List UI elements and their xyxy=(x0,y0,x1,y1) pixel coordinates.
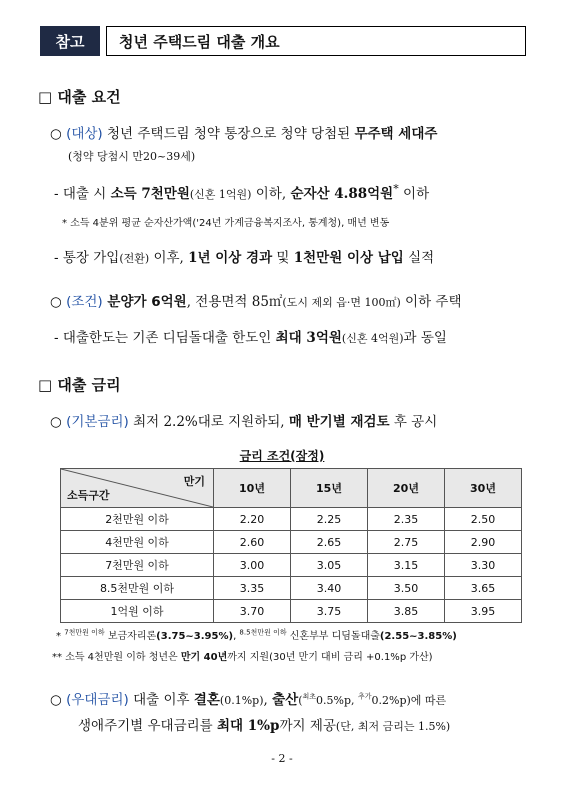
page-number: - 2 - xyxy=(271,752,293,765)
header-tag: 참고 xyxy=(40,26,100,56)
rate-cell: 2.65 xyxy=(291,531,368,554)
emphasis: 출산 xyxy=(272,692,299,708)
text: 이하 xyxy=(398,186,430,202)
table-row xyxy=(61,531,522,554)
text: 이후, xyxy=(149,250,189,266)
emphasis: 최대 3억원 xyxy=(275,330,342,346)
col-header: 20년 xyxy=(368,469,445,508)
text: (0.1%p) xyxy=(219,694,264,707)
rate-table xyxy=(60,468,522,623)
rate-cell: 3.05 xyxy=(291,554,368,577)
bullet-condition xyxy=(50,290,462,310)
emphasis: (3.75~3.95%) xyxy=(156,631,234,642)
emphasis: 1천만원 이상 납입 xyxy=(293,250,404,266)
superscript: 최초 xyxy=(302,692,317,701)
text: 대출 이후 xyxy=(128,692,194,708)
header-term: 만기 xyxy=(183,475,205,488)
limit-condition xyxy=(54,326,447,346)
table-row xyxy=(61,554,522,577)
emphasis: 순자산 4.88억원 xyxy=(290,186,394,202)
text: ( xyxy=(298,694,303,707)
bullet-mark: ○ xyxy=(50,692,62,708)
emphasis: 소득 7천만원 xyxy=(110,186,190,202)
text: 이하 주택 xyxy=(400,294,462,310)
age-note: (청약 당첨시 만20~39세) xyxy=(68,150,196,163)
col-header: 10년 xyxy=(214,469,291,508)
text: (전환) xyxy=(119,252,150,265)
emphasis: 매 반기별 재검토 xyxy=(288,414,390,430)
text: 까지 제공 xyxy=(279,718,336,734)
rate-cell: 3.30 xyxy=(445,554,522,577)
preferential-rate-line2 xyxy=(78,714,450,734)
rate-cell: 3.85 xyxy=(368,600,445,623)
text: (도시 제외 읍·면 100㎡) xyxy=(282,296,401,309)
footnote-mark: * xyxy=(393,182,399,196)
row-label: 1억원 이하 xyxy=(61,600,214,623)
text: , xyxy=(263,692,273,708)
label-condition: (조건) xyxy=(66,294,103,310)
rate-cell: 3.95 xyxy=(445,600,522,623)
account-condition xyxy=(54,246,434,266)
label-target: (대상) xyxy=(66,126,103,142)
section-title-requirements: □ 대출 요건 xyxy=(38,88,121,106)
text: 까지 지원(30년 만기 대비 금리 +0.1%p 가산) xyxy=(227,652,433,663)
rate-cell: 2.90 xyxy=(445,531,522,554)
text: 최저 2.2%대로 지원하되, xyxy=(128,414,289,430)
rate-cell: 3.75 xyxy=(291,600,368,623)
text: 생애주기별 우대금리를 xyxy=(78,718,217,734)
corner-header xyxy=(61,469,214,508)
rate-cell: 3.50 xyxy=(368,577,445,600)
emphasis: (2.55~3.85%) xyxy=(379,631,457,642)
table-row xyxy=(61,577,522,600)
superscript: 7천만원 이하 xyxy=(64,628,105,637)
emphasis: 만기 40년 xyxy=(180,652,228,663)
text: 보금자리론 xyxy=(104,631,157,642)
rate-table-wrap xyxy=(60,468,522,623)
income-condition xyxy=(54,182,429,202)
rate-cell: 3.15 xyxy=(368,554,445,577)
header-income: 소득구간 xyxy=(67,489,110,502)
row-label: 2천만원 이하 xyxy=(61,508,214,531)
table-row xyxy=(61,600,522,623)
text: 신혼부부 디딤돌대출 xyxy=(286,631,380,642)
text: (신혼 4억원) xyxy=(341,332,404,345)
row-label: 8.5천만원 이하 xyxy=(61,577,214,600)
table-footnote-1 xyxy=(56,627,457,642)
emphasis: 최대 1%p xyxy=(217,718,280,734)
text: 실적 xyxy=(403,250,435,266)
table-footnote-2 xyxy=(52,648,433,663)
rate-cell: 2.25 xyxy=(291,508,368,531)
rate-cell: 2.20 xyxy=(214,508,291,531)
text: 0.5%p, xyxy=(316,694,358,707)
table-caption: 금리 조건(잠정) xyxy=(239,449,325,463)
section-title-rates: □ 대출 금리 xyxy=(38,376,121,394)
footnote-mark: * xyxy=(56,631,61,642)
rate-cell: 3.35 xyxy=(214,577,291,600)
text: 청년 주택드림 청약 통장으로 청약 당첨된 xyxy=(102,126,355,142)
text: - 대출 시 xyxy=(54,186,111,202)
rate-cell: 3.70 xyxy=(214,600,291,623)
emphasis: 무주택 세대주 xyxy=(354,126,438,142)
emphasis: 분양가 6억원 xyxy=(102,294,187,310)
footnote-assets: * 소득 4분위 평균 순자산가액('24년 가계금융복지조사, 통계청), 매년 변동 xyxy=(62,218,390,229)
bullet-target xyxy=(50,122,437,142)
rate-cell: 2.75 xyxy=(368,531,445,554)
text: 소득 4천만원 이하 청년은 xyxy=(62,652,181,663)
footnote-mark: ** xyxy=(52,652,62,663)
text: 이하, xyxy=(251,186,291,202)
rate-cell: 2.35 xyxy=(368,508,445,531)
bullet-mark: ○ xyxy=(50,126,62,142)
table-header-row xyxy=(61,469,522,508)
label-base-rate: (기본금리) xyxy=(66,414,129,430)
bullet-base-rate xyxy=(50,410,437,430)
rate-cell: 3.65 xyxy=(445,577,522,600)
row-label: 4천만원 이하 xyxy=(61,531,214,554)
emphasis: 1년 이상 경과 xyxy=(188,250,273,266)
superscript: 8.5천만원 이하 xyxy=(239,628,287,637)
bullet-mark: ○ xyxy=(50,414,62,430)
page-title: 청년 주택드림 대출 개요 xyxy=(106,26,526,56)
col-header: 15년 xyxy=(291,469,368,508)
table-row xyxy=(61,508,522,531)
row-label: 7천만원 이하 xyxy=(61,554,214,577)
text: , 전용면적 85㎡ xyxy=(186,294,283,310)
rate-cell: 3.40 xyxy=(291,577,368,600)
text: 후 공시 xyxy=(389,414,438,430)
bullet-preferential-rate xyxy=(50,688,446,708)
text: 및 xyxy=(272,250,294,266)
rate-cell: 2.50 xyxy=(445,508,522,531)
text: - 통장 가입 xyxy=(54,250,120,266)
text: 과 동일 xyxy=(403,330,447,346)
rate-cell: 2.60 xyxy=(214,531,291,554)
rate-cell: 3.00 xyxy=(214,554,291,577)
text: 0.2%p)에 따른 xyxy=(371,694,447,707)
text: , xyxy=(233,631,240,642)
text: - 대출한도는 기존 디딤돌대출 한도인 xyxy=(54,330,276,346)
bullet-mark: ○ xyxy=(50,294,62,310)
text: (신혼 1억원) xyxy=(189,188,252,201)
text: (단, 최저 금리는 1.5%) xyxy=(335,720,451,733)
emphasis: 결혼 xyxy=(193,692,220,708)
label-preferential-rate: (우대금리) xyxy=(66,692,129,708)
col-header: 30년 xyxy=(445,469,522,508)
superscript: 추가 xyxy=(358,692,372,701)
